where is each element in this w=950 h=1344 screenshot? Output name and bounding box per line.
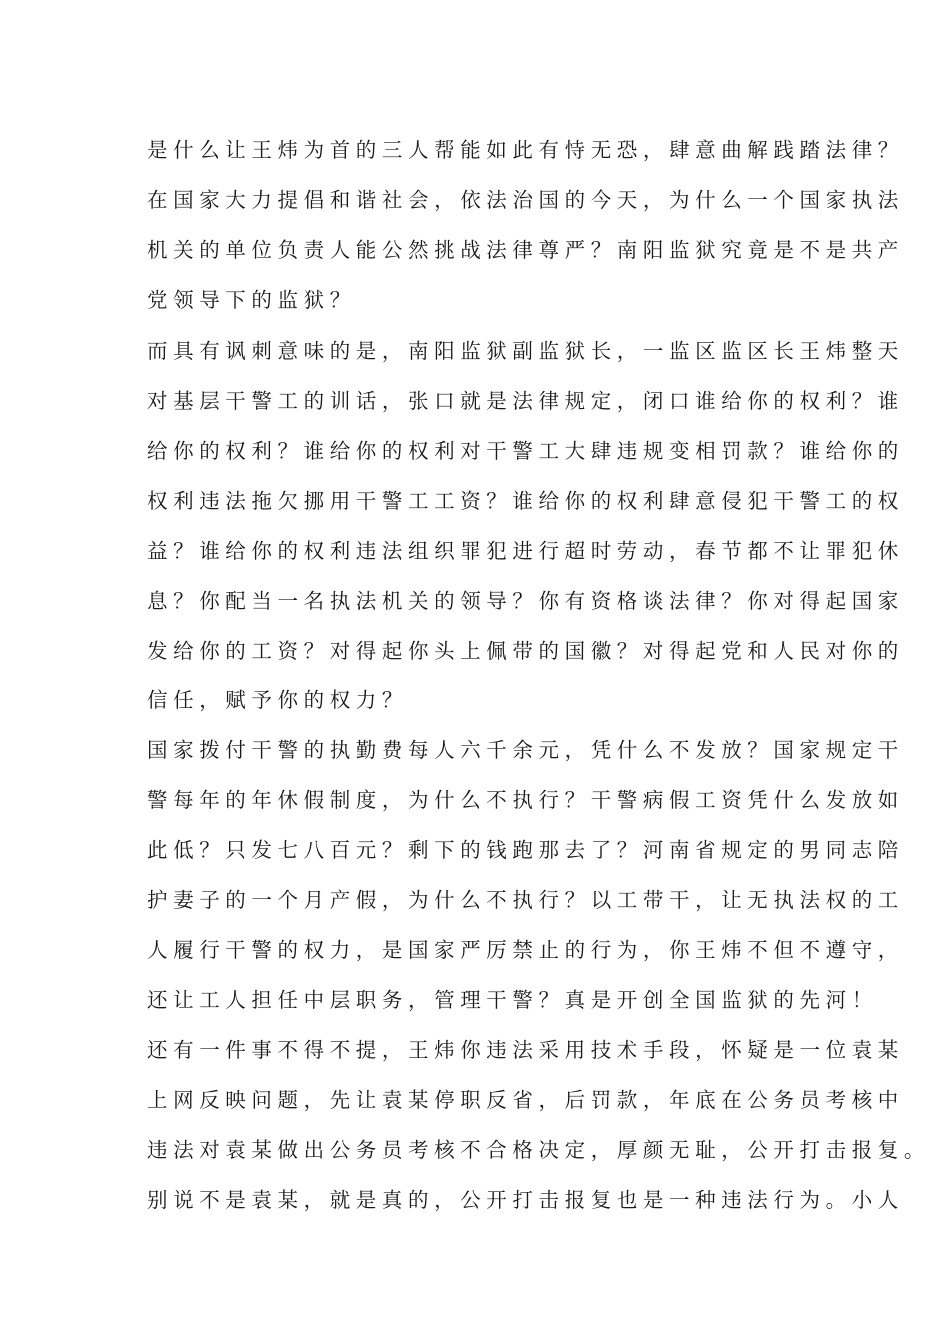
text-line: 益？谁给你的权利违法组织罪犯进行超时劳动，春节都不让罪犯休: [147, 539, 904, 563]
text-line: 党领导下的监狱？: [147, 288, 356, 312]
text-line: 信任，赋予你的权力？: [147, 688, 408, 712]
text-line: 还有一件事不得不提，王炜你违法采用技术手段，怀疑是一位袁某: [147, 1038, 904, 1062]
text-line: 人履行干警的权力，是国家严厉禁止的行为，你王炜不但不遵守，: [147, 938, 904, 962]
text-line: 别说不是袁某，就是真的，公开打击报复也是一种违法行为。小人: [147, 1188, 904, 1212]
text-line: 给你的权利？谁给你的权利对干警工大肆违规变相罚款？谁给你的: [147, 439, 904, 463]
text-line: 而具有讽刺意味的是，南阳监狱副监狱长，一监区监区长王炜整天: [147, 339, 904, 363]
text-line: 护妻子的一个月产假，为什么不执行？以工带干，让无执法权的工: [147, 888, 904, 912]
text-line: 警每年的年休假制度，为什么不执行？干警病假工资凭什么发放如: [147, 788, 904, 812]
text-line: 上网反映问题，先让袁某停职反省，后罚款，年底在公务员考核中: [147, 1088, 904, 1112]
text-line: 此低？只发七八百元？剩下的钱跑那去了？河南省规定的男同志陪: [147, 838, 904, 862]
text-line: 息？你配当一名执法机关的领导？你有资格谈法律？你对得起国家: [147, 589, 904, 613]
text-line: 还让工人担任中层职务，管理干警？真是开创全国监狱的先河！: [147, 988, 878, 1012]
text-line: 国家拨付干警的执勤费每人六千余元，凭什么不发放？国家规定干: [147, 738, 904, 762]
text-line: 违法对袁某做出公务员考核不合格决定，厚颜无耻，公开打击报复。: [147, 1138, 930, 1162]
text-line: 发给你的工资？对得起你头上佩带的国徽？对得起党和人民对你的: [147, 639, 904, 663]
text-line: 对基层干警工的训话，张口就是法律规定，闭口谁给你的权利？谁: [147, 389, 904, 413]
text-line: 是什么让王炜为首的三人帮能如此有恃无恐，肆意曲解践踏法律？: [147, 138, 904, 162]
text-line: 机关的单位负责人能公然挑战法律尊严？南阳监狱究竟是不是共产: [147, 238, 904, 262]
text-line: 权利违法拖欠挪用干警工工资？谁给你的权利肆意侵犯干警工的权: [147, 489, 904, 513]
text-line: 在国家大力提倡和谐社会，依法治国的今天，为什么一个国家执法: [147, 188, 904, 212]
